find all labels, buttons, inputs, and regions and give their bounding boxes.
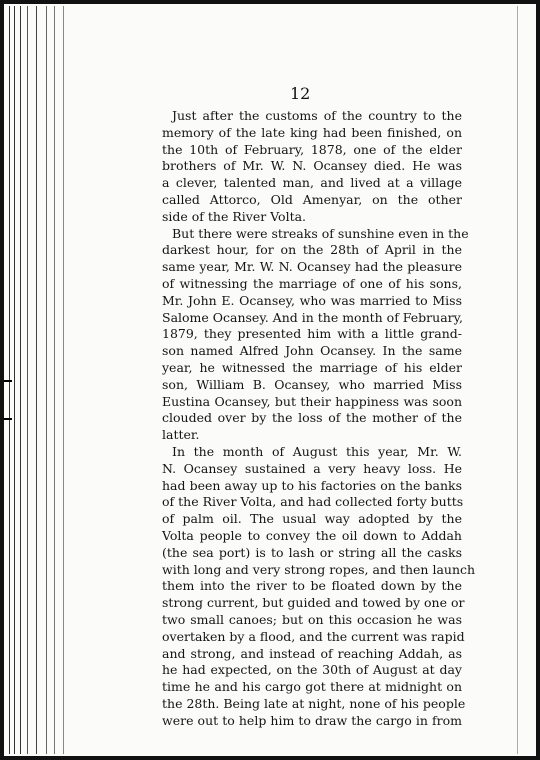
text-line: two small canoes; but on this occasion he was (162, 611, 462, 627)
text-line: called Attorco, Old Amenyar, on the other (162, 191, 462, 207)
binding-line (46, 6, 47, 754)
text-line: clouded over by the loss of the mother of the (162, 410, 462, 426)
text-line: of witnessing the marriage of one of his sons, (162, 275, 462, 291)
text-line: the 10th of February, 1878, one of the elder (162, 141, 462, 157)
text-line: But there were streaks of sunshine even in the (172, 225, 469, 241)
text-line: Just after the customs of the country to the (172, 108, 462, 123)
text-line: Eustina Ocansey, but their happiness was soon (162, 393, 462, 409)
page-edge-top (0, 0, 540, 4)
text-line: were out to help him to draw the cargo in from (162, 712, 462, 728)
text-line: Salome Ocansey. And in the month of February, (162, 309, 464, 325)
text-line: Mr. John E. Ocansey, who was married to Miss (162, 292, 462, 308)
text-line: side of the River Volta. (162, 208, 307, 224)
text-line: (the sea port) is to lash or string all the casks (162, 544, 462, 560)
text-line: In the month of August this year, Mr. W. (172, 443, 462, 459)
text-line: N. Ocansey sustained a very heavy loss. He (162, 460, 462, 476)
text-line: of palm oil. The usual way adopted by the (162, 511, 462, 527)
text-line: strong current, but guided and towed by one or (162, 595, 465, 611)
text-line: same year, Mr. W. N. Ocansey had the pleasure (162, 259, 462, 275)
scan-mark (4, 418, 12, 420)
text-line: son, William B. Ocansey, who married Miss (162, 376, 462, 392)
text-line: the 28th. Being late at night, none of his people (162, 695, 466, 711)
binding-line (27, 6, 28, 754)
text-line: and strong, and instead of reaching Addah, as (162, 645, 462, 661)
page-edge-right (536, 0, 540, 760)
text-line: a clever, talented man, and lived at a village (162, 175, 462, 191)
text-line: Volta people to convey the oil down to Addah (162, 527, 462, 543)
text-line: of the River Volta, and had collected forty butts (162, 494, 464, 510)
scan-mark (4, 380, 12, 382)
text-line: darkest hour, for on the 28th of April in the (162, 242, 462, 258)
binding-line (36, 6, 37, 754)
text-line: memory of the late king had been finished, on (162, 124, 462, 140)
text-line: with long and very strong ropes, and then launch (162, 561, 476, 577)
page-margin-rule (517, 6, 518, 754)
text-line: brothers of Mr. W. N. Ocansey died. He was (162, 158, 462, 174)
text-line: time he and his cargo got there at midnight on (162, 679, 462, 695)
binding-line (20, 6, 21, 754)
text-line: year, he witnessed the marriage of his elder (162, 359, 462, 375)
binding-line (63, 6, 64, 754)
text-line: son named Alfred John Ocansey. In the same (162, 343, 462, 359)
page-edge-bottom (0, 756, 540, 760)
binding-line (54, 6, 55, 754)
body-text (162, 108, 476, 729)
text-line: he had expected, on the 30th of August at day (162, 662, 462, 678)
text-line: had been away up to his factories on the banks (162, 477, 462, 493)
text-line: 1879, they presented him with a little grand- (162, 326, 462, 342)
binding-line (14, 6, 15, 754)
text-line: overtaken by a flood, and the current was rapid (162, 628, 465, 644)
page-number: 12 (290, 84, 311, 103)
text-line: latter. (162, 427, 200, 443)
text-line: them into the river to be floated down by the (162, 578, 462, 594)
